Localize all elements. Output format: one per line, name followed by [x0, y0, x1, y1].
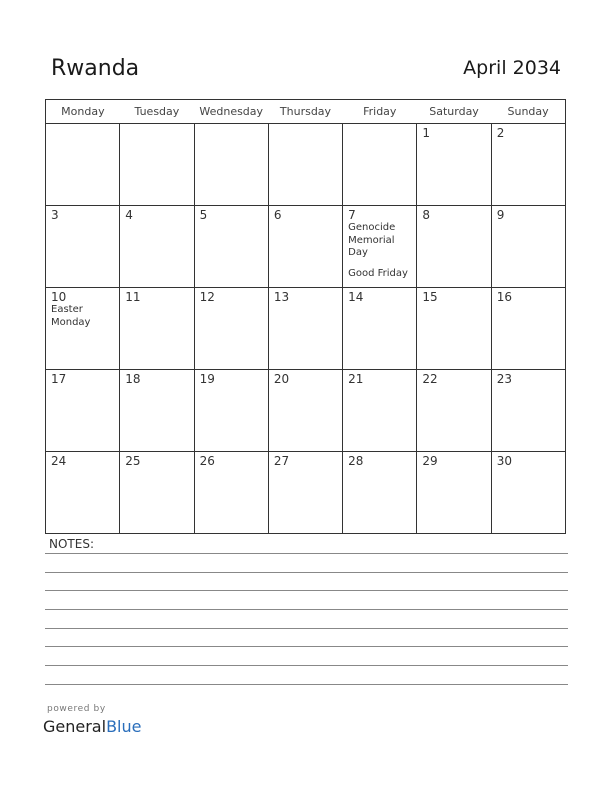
day-cell [194, 206, 268, 288]
note-line [45, 590, 568, 591]
day-cell [491, 288, 565, 370]
day-cell [268, 288, 342, 370]
week-row [46, 124, 566, 206]
day-number: 13 [273, 290, 290, 304]
day-cell [417, 288, 491, 370]
weekday-header: Thursday [268, 100, 342, 124]
day-cell [120, 452, 194, 534]
day-number: 23 [496, 372, 512, 386]
note-line [45, 553, 568, 554]
day-cell [120, 370, 194, 452]
generalblue-logo [43, 717, 141, 736]
holiday-label: Easter Monday [51, 304, 91, 328]
day-cell [491, 206, 565, 288]
day-cell [46, 288, 120, 370]
day-number: 12 [199, 290, 215, 304]
day-cell [46, 452, 120, 534]
brand-general: General [43, 717, 107, 736]
note-line [45, 572, 568, 573]
day-number: 1 [422, 126, 431, 140]
day-cell [268, 370, 342, 452]
day-cell [194, 452, 268, 534]
day-number: 27 [273, 454, 290, 468]
note-line [45, 646, 568, 647]
powered-by-text: powered by [47, 704, 106, 714]
day-cell [491, 124, 565, 206]
day-number: 17 [51, 372, 67, 386]
day-number: 29 [422, 454, 438, 468]
weekday-header: Saturday [417, 100, 491, 124]
day-number: 4 [125, 208, 133, 222]
day-cell [491, 452, 565, 534]
day-cell [46, 124, 120, 206]
note-line [45, 628, 568, 629]
day-cell [343, 124, 417, 206]
brand-blue: Blue [106, 717, 142, 736]
week-row [46, 206, 566, 288]
day-number: 19 [199, 372, 215, 386]
day-cell [268, 452, 342, 534]
day-number: 3 [51, 208, 59, 222]
note-line [45, 684, 568, 685]
day-cell [417, 370, 491, 452]
day-cell [343, 370, 417, 452]
day-number: 20 [273, 372, 290, 386]
day-cell [491, 370, 565, 452]
day-number: 5 [199, 208, 208, 222]
weekday-header: Wednesday [194, 100, 268, 124]
day-cell [417, 206, 491, 288]
day-number: 15 [422, 290, 438, 304]
month-year-title: April 2034 [463, 57, 561, 79]
day-number: 9 [496, 208, 505, 222]
day-cell [194, 288, 268, 370]
holiday-label: Genocide Memorial Day [348, 222, 396, 258]
weekday-header: Friday [343, 100, 417, 124]
day-number: 30 [496, 454, 512, 468]
day-cell [120, 288, 194, 370]
day-number: 18 [125, 372, 141, 386]
day-cell [46, 206, 120, 288]
day-number: 28 [348, 454, 364, 468]
day-cell [417, 452, 491, 534]
day-number: 21 [348, 372, 364, 386]
day-number: 14 [348, 290, 364, 304]
day-cell [194, 124, 268, 206]
day-number: 24 [51, 454, 67, 468]
day-cell [417, 124, 491, 206]
notes-label: NOTES: [49, 537, 94, 551]
day-cell [268, 124, 342, 206]
day-number: 16 [496, 290, 512, 304]
note-line [45, 609, 568, 610]
day-number: 6 [273, 208, 282, 222]
weekday-header: Monday [46, 100, 120, 124]
day-number: 25 [125, 454, 141, 468]
day-number: 8 [422, 208, 431, 222]
weekday-header-row [46, 100, 566, 124]
day-cell [46, 370, 120, 452]
week-row [46, 370, 566, 452]
day-cell [120, 124, 194, 206]
day-number: 2 [496, 126, 505, 140]
note-line [45, 665, 568, 666]
day-cell [343, 288, 417, 370]
calendar-grid [45, 99, 566, 534]
day-cell [343, 452, 417, 534]
day-cell [194, 370, 268, 452]
day-number: 10 [51, 290, 67, 304]
day-number: 22 [422, 372, 438, 386]
day-number: 11 [125, 290, 141, 304]
week-row [46, 452, 566, 534]
day-cell [268, 206, 342, 288]
day-cell [343, 206, 417, 288]
week-row [46, 288, 566, 370]
day-number: 7 [348, 208, 356, 222]
day-cell [120, 206, 194, 288]
weekday-header: Sunday [491, 100, 565, 124]
holiday-label: Good Friday [348, 267, 408, 279]
weekday-header: Tuesday [120, 100, 194, 124]
country-title: Rwanda [51, 56, 140, 81]
day-number: 26 [199, 454, 215, 468]
